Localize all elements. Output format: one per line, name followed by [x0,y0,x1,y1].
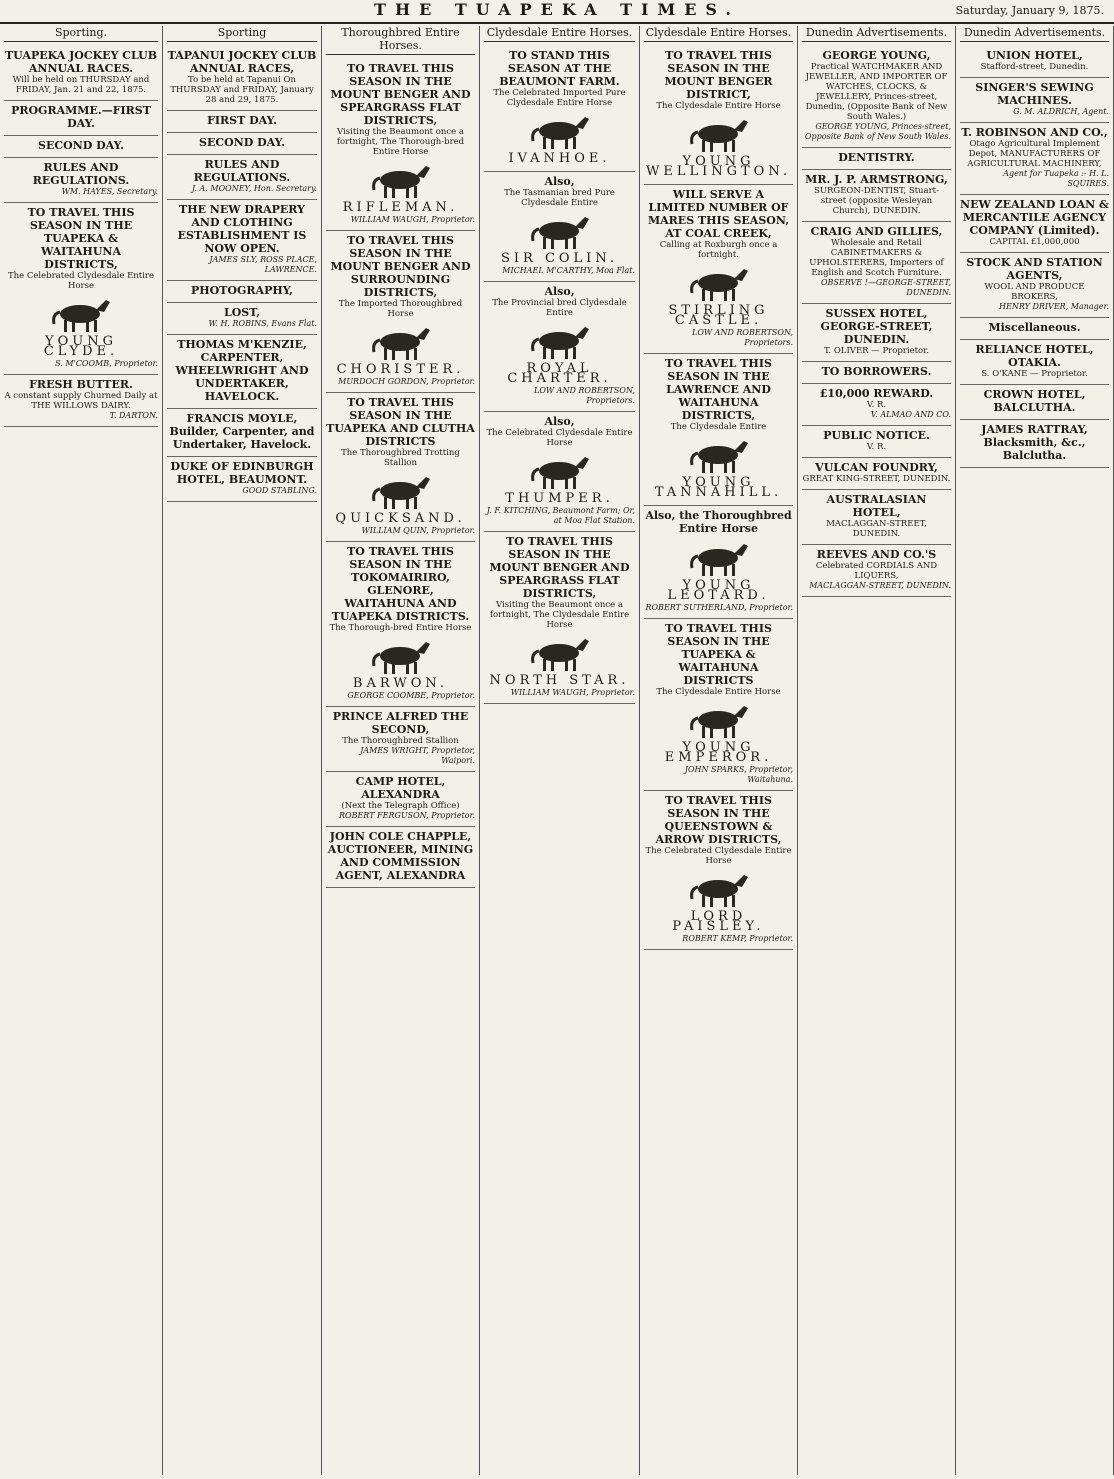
advertisement-title: Also, [544,415,575,428]
horse-name: YOUNG EMPEROR. [664,740,773,765]
advertisement [326,231,475,393]
advertisement [484,412,635,532]
horse-name: ROYAL CHARTER. [507,361,612,386]
horse-name: YOUNG TANNAHILL. [654,475,783,500]
horse-name: LORD PAISLEY. [672,909,765,934]
advertisement-title: TO TRAVEL THIS SEASON IN THE MOUNT BENGER AND SURROUNDING DISTRICTS, [330,234,471,299]
advertisement-subtitle: The Imported Thoroughbred Horse [338,299,463,319]
advertisement-signature: GOOD STABLING. [242,486,317,495]
advertisement-signature: JAMES SLY, ROSS PLACE, LAWRENCE. [209,255,317,274]
advertisement-signature: ROBERT SUTHERLAND, Proprietor. [645,603,793,612]
advertisement-title: TUAPEKA JOCKEY CLUB ANNUAL RACES. [4,49,158,75]
advertisement-signature: LOW AND ROBERTSON, Proprietors. [692,328,793,347]
advertisement [4,101,158,136]
advertisement [960,78,1109,123]
advertisement-signature: LOW AND ROBERTSON, Proprietors. [534,386,635,405]
advertisement [167,111,317,133]
advertisement-signature: MICHAEL M'CARTHY, Moa Flat. [502,266,635,275]
advertisement-subtitle: Will be held on THURSDAY and FRIDAY, Jan. 21 and 22, 1875. [12,75,150,95]
advertisement-title: SECOND DAY. [38,139,124,152]
advertisement-title: STOCK AND STATION AGENTS, [966,256,1103,282]
advertisement-signature: GEORGE COOMBE, Proprietor. [347,691,475,700]
advertisement [802,384,951,426]
horse-engraving-icon [525,211,595,251]
advertisement-subtitle: V. R. [866,400,887,410]
advertisement-title: PRINCE ALFRED THE SECOND, [332,710,469,736]
advertisement-signature: MACLAGGAN-STREET, DUNEDIN. [809,581,951,590]
advertisement-signature: W. H. ROBINS, Evans Flat. [208,319,317,328]
advertisement-title: TO TRAVEL THIS SEASON IN THE LAWRENCE AND WAITAHUNA DISTRICTS, [665,357,772,422]
advertisement [644,354,793,506]
advertisement [802,148,951,170]
advertisement-title: TO TRAVEL THIS SEASON IN THE TUAPEKA & WAITAHUNA DISTRICTS, [27,206,135,271]
advertisement-signature: S. M'COOMB, Proprietor. [55,359,158,368]
advertisement [167,335,317,409]
advertisement-subtitle: WOOL AND PRODUCE BROKERS, [984,282,1085,302]
advertisement [484,172,635,282]
advertisement-title: Also, the Thoroughbred Entire Horse [645,509,792,535]
advertisement-title: FRANCIS MOYLE, Builder, Carpenter, and Undertaker, Havelock. [169,412,315,451]
masthead-title: THE TUAPEKA TIMES. [374,0,740,19]
column-3 [322,26,480,1475]
advertisement-signature: V. ALMAO AND CO. [870,410,951,419]
advertisement [484,282,635,412]
advertisement-title: CAMP HOTEL, ALEXANDRA [355,775,446,801]
horse-name: SIR COLIN. [500,251,618,266]
advertisement-title: TO TRAVEL THIS SEASON IN THE TUAPEKA & WAITAHUNA DISTRICTS [665,622,772,687]
advertisement [484,46,635,172]
advertisement [960,340,1109,385]
advertisement-title: CROWN HOTEL, BALCLUTHA. [983,388,1086,414]
advertisement [644,185,793,354]
advertisement-subtitle: Calling at Roxburgh once a fortnight. [659,240,778,260]
advertisement [960,195,1109,253]
column-header: Clydesdale Entire Horses. [484,26,635,42]
advertisement-subtitle: The Celebrated Clydesdale Entire Horse [486,428,633,448]
advertisement-subtitle: Visiting the Beaumont once a fortnight, The Thorough-bred Entire Horse [336,127,465,157]
advertisement-subtitle: (Next the Telegraph Office) [341,801,460,811]
advertisement-title: T. ROBINSON AND CO., [961,126,1108,139]
horse-name: THUMPER. [505,491,614,506]
advertisement-subtitle: CAPITAL £1,000,000 [989,237,1080,247]
advertisement [4,158,158,203]
advertisement [960,46,1109,78]
advertisement-title: PUBLIC NOTICE. [823,429,930,442]
advertisement-title: SUSSEX HOTEL, GEORGE-STREET, DUNEDIN. [820,307,933,346]
advertisement [802,222,951,304]
advertisement-subtitle: The Thorough-bred Entire Horse [329,623,472,633]
advertisement [326,542,475,707]
horse-engraving-icon [366,636,436,676]
horse-engraving-icon [684,869,754,909]
advertisement-subtitle: MACLAGGAN-STREET, DUNEDIN. [826,519,927,539]
advertisement-signature: WILLIAM QUIN, Proprietor. [361,526,475,535]
advertisement [167,303,317,335]
advertisement [167,46,317,111]
advertisement [167,457,317,502]
advertisement-title: TO TRAVEL THIS SEASON IN THE TUAPEKA AND CLUTHA DISTRICTS [326,396,475,448]
advertisement [167,155,317,200]
advertisement [326,393,475,542]
advertisement-subtitle: Practical WATCHMAKER AND JEWELLER, AND IMPORTER OF WATCHES, CLOCKS, & JEWELLERY, Princes-street, Dunedin, (Opposite Bank of New South Wales.) [805,62,948,122]
advertisement-signature: ROBERT KEMP, Proprietor. [682,934,793,943]
advertisement-signature: MURDOCH GORDON, Proprietor. [338,377,475,386]
horse-name: STIRLING CASTLE. [668,303,769,328]
advertisement-title: TO TRAVEL THIS SEASON IN THE MOUNT BENGER AND SPEARGRASS FLAT DISTRICTS, [330,62,471,127]
advertisement-subtitle: To be held at Tapanui On THURSDAY and FRIDAY, January 28 and 29, 1875. [170,75,314,105]
horse-name: IVANHOE. [508,151,611,166]
advertisement [802,170,951,222]
advertisement-signature: JOHN SPARKS, Proprietor, Waitahuna. [684,765,793,784]
column-header: Sporting. [4,26,158,42]
horse-engraving-icon [684,114,754,154]
advertisement [960,318,1109,340]
advertisement-signature: ROBERT FERGUSON, Proprietor. [338,811,475,820]
advertisement-title: Miscellaneous. [988,321,1081,334]
advertisement-signature: WILLIAM WAUGH, Proprietor. [350,215,475,224]
horse-engraving-icon [684,435,754,475]
advertisement-title: SINGER'S SEWING MACHINES. [975,81,1094,107]
masthead-date: Saturday, January 9, 1875. [955,4,1104,17]
horse-name: BARWON. [352,676,449,691]
advertisement [167,409,317,457]
advertisement [802,490,951,545]
advertisement-subtitle: A constant supply Churned Daily at THE WILLOWS DAIRY. [4,391,158,411]
advertisement-subtitle: GREAT KING-STREET, DUNEDIN. [802,474,951,484]
advertisement [4,203,158,375]
horse-engraving-icon [684,700,754,740]
advertisement-title: DENTISTRY. [838,151,915,164]
advertisement-subtitle: Celebrated CORDIALS AND LIQUERS, [815,561,938,581]
advertisement-subtitle: The Tasmanian bred Pure Clydesdale Entire [504,188,615,208]
advertisement-subtitle: SURGEON-DENTIST, Stuart-street (opposite Wesleyan Church), DUNEDIN. [814,186,939,216]
advertisement-signature: WILLIAM WAUGH, Proprietor. [510,688,635,697]
advertisement [802,46,951,148]
advertisement-subtitle: Wholesale and Retail CABINETMAKERS & UPHOLSTERERS, Importers of English and Scotch Furniture. [809,238,944,278]
advertisement-signature: WM. HAYES, Secretary. [61,187,158,196]
advertisement [644,619,793,791]
horse-name: NORTH STAR. [489,673,630,688]
advertisement-title: Also, [544,175,575,188]
advertisement-title: UNION HOTEL, [986,49,1083,62]
advertisement [802,304,951,362]
horse-name: QUICKSAND. [335,511,466,526]
advertisement-signature: GEORGE YOUNG, Princes-street, Opposite Bank of New South Wales. [804,122,951,141]
advertisement-title: AUSTRALASIAN HOTEL, [826,493,927,519]
horse-engraving-icon [366,322,436,362]
masthead [0,0,1114,24]
horse-engraving-icon [684,263,754,303]
advertisement [167,281,317,303]
advertisement-subtitle: The Provincial bred Clydesdale Entire [492,298,627,318]
advertisement-title: FRESH BUTTER. [29,378,133,391]
horse-name: YOUNG CLYDE. [43,334,119,359]
advertisement-title: TO TRAVEL THIS SEASON IN THE MOUNT BENGER AND SPEARGRASS FLAT DISTRICTS, [489,535,630,600]
advertisement-title: RELIANCE HOTEL, OTAKIA. [975,343,1094,369]
advertisement-title: JAMES RATTRAY, Blacksmith, &c., Balclutha. [981,423,1088,462]
horse-engraving-icon [366,471,436,511]
advertisement-title: £10,000 REWARD. [819,387,934,400]
advertisement-title: FIRST DAY. [207,114,277,127]
advertisement-subtitle: Stafford-street, Dunedin. [980,62,1089,72]
advertisement [167,133,317,155]
advertisement-title: TO BORROWERS. [821,365,932,378]
advertisement-subtitle: The Clydesdale Entire Horse [656,687,781,697]
advertisement-subtitle: The Thoroughbred Stallion [342,736,459,746]
column-5 [640,26,798,1475]
horse-name: RIFLEMAN. [342,200,459,215]
advertisement-subtitle: Otago Agricultural Implement Depot, MANUFACTURERS OF AGRICULTURAL MACHINERY, [967,139,1102,169]
advertisement [644,506,793,619]
advertisement [167,200,317,281]
advertisement [4,136,158,158]
advertisement [326,707,475,772]
advertisement-title: RULES AND REGULATIONS. [193,158,291,184]
column-7 [956,26,1114,1475]
column-4 [480,26,640,1475]
advertisement-title: TO TRAVEL THIS SEASON IN THE MOUNT BENGER DISTRICT, [664,49,773,101]
advertisement-signature: Agent for Tuapeka :- H. L. SQUIRES. [1003,169,1109,188]
advertisement-title: TO TRAVEL THIS SEASON IN THE QUEENSTOWN & ARROW DISTRICTS, [655,794,782,846]
advertisement [326,772,475,827]
advertisement [644,46,793,185]
advertisement-signature: T. DARTON. [109,411,158,420]
advertisement [326,827,475,888]
advertisement-subtitle: The Celebrated Imported Pure Clydesdale Entire Horse [493,88,626,108]
column-1 [0,26,163,1475]
advertisement-title: PHOTOGRAPHY, [190,284,293,297]
column-header: Clydesdale Entire Horses. [644,26,793,42]
advertisement-title: WILL SERVE A LIMITED NUMBER OF MARES THIS SEASON, AT COAL CREEK, [647,188,790,240]
advertisement [960,253,1109,318]
advertisement [484,532,635,704]
advertisement-title: THE NEW DRAPERY AND CLOTHING ESTABLISHMENT IS NOW OPEN. [177,203,307,255]
advertisement [326,59,475,231]
advertisement-title: TAPANUI JOCKEY CLUB ANNUAL RACES, [167,49,317,75]
advertisement [802,362,951,384]
advertisement-title: DUKE OF EDINBURGH HOTEL, BEAUMONT. [170,460,314,486]
advertisement-title: CRAIG AND GILLIES, [810,225,943,238]
column-6 [798,26,956,1475]
advertisement-title: THOMAS M'KENZIE, CARPENTER, WHEELWRIGHT AND UNDERTAKER, HAVELOCK. [175,338,309,403]
advertisement-signature: JAMES WRIGHT, Proprietor, Waipori. [360,746,475,765]
advertisement [4,375,158,427]
advertisement-signature: OBSERVE !—GEORGE-STREET, DUNEDIN. [821,278,951,297]
advertisement-title: RULES AND REGULATIONS. [32,161,130,187]
advertisement [802,458,951,490]
advertisement [4,46,158,101]
advertisement-title: PROGRAMME.—FIRST DAY. [11,104,151,130]
advertisement-subtitle: The Clydesdale Entire Horse [656,101,781,111]
horse-engraving-icon [525,111,595,151]
advertisement [802,545,951,597]
advertisement [960,385,1109,420]
column-header: Thoroughbred Entire Horses. [326,26,475,55]
advertisement-subtitle: S. O'KANE — Proprietor. [981,369,1088,379]
advertisement-title: Also, [544,285,575,298]
advertisement-subtitle: T. OLIVER — Proprietor. [824,346,929,356]
advertisement-title: MR. J. P. ARMSTRONG, [805,173,948,186]
advertisement-subtitle: The Clydesdale Entire [670,422,767,432]
column-header: Dunedin Advertisements. [960,26,1109,42]
advertisement-subtitle: The Celebrated Clydesdale Entire Horse [7,271,155,291]
column-header: Sporting [167,26,317,42]
advertisement-title: SECOND DAY. [199,136,285,149]
advertisement-subtitle: The Celebrated Clydesdale Entire Horse [645,846,792,866]
horse-engraving-icon [366,160,436,200]
column-2 [163,26,322,1475]
advertisement-subtitle: The Thoroughbred Trotting Stallion [341,448,460,468]
advertisement [802,426,951,458]
horse-engraving-icon [684,538,754,578]
advertisement-subtitle: Visiting the Beaumont once a fortnight, The Clydesdale Entire Horse [489,600,630,630]
horse-name: CHORISTER. [336,362,465,377]
newspaper-columns [0,26,1114,1475]
advertisement-subtitle: V. R. [866,442,887,452]
advertisement-title: NEW ZEALAND LOAN & MERCANTILE AGENCY COMPANY (Limited). [960,198,1109,237]
horse-engraving-icon [525,451,595,491]
advertisement [960,420,1109,468]
column-header: Dunedin Advertisements. [802,26,951,42]
advertisement-signature: J. A. MOONEY, Hon. Secretary. [191,184,317,193]
horse-name: YOUNG LEOTARD. [667,578,770,603]
advertisement [644,791,793,950]
advertisement [960,123,1109,195]
advertisement-title: LOST, [223,306,261,319]
advertisement-signature: J. F. KITCHING, Beaumont Farm; Or, at Moa Flat Station. [486,506,635,525]
advertisement-title: GEORGE YOUNG, [822,49,931,62]
horse-engraving-icon [525,633,595,673]
advertisement-title: TO STAND THIS SEASON AT THE BEAUMONT FARM. [499,49,620,88]
horse-name: YOUNG WELLINGTON. [645,154,792,179]
advertisement-title: TO TRAVEL THIS SEASON IN THE TOKOMAIRIRO, GLENORE, WAITAHUNA AND TUAPEKA DISTRICTS. [331,545,470,623]
horse-engraving-icon [46,294,116,334]
advertisement-signature: G. M. ALDRICH, Agent. [1013,107,1109,116]
advertisement-title: JOHN COLE CHAPPLE, AUCTIONEER, MINING AND COMMISSION AGENT, ALEXANDRA [327,830,474,882]
advertisement-title: VULCAN FOUNDRY, [815,461,938,474]
advertisement-signature: HENRY DRIVER, Manager. [999,302,1109,311]
advertisement-title: REEVES AND CO.'S [816,548,937,561]
horse-engraving-icon [525,321,595,361]
